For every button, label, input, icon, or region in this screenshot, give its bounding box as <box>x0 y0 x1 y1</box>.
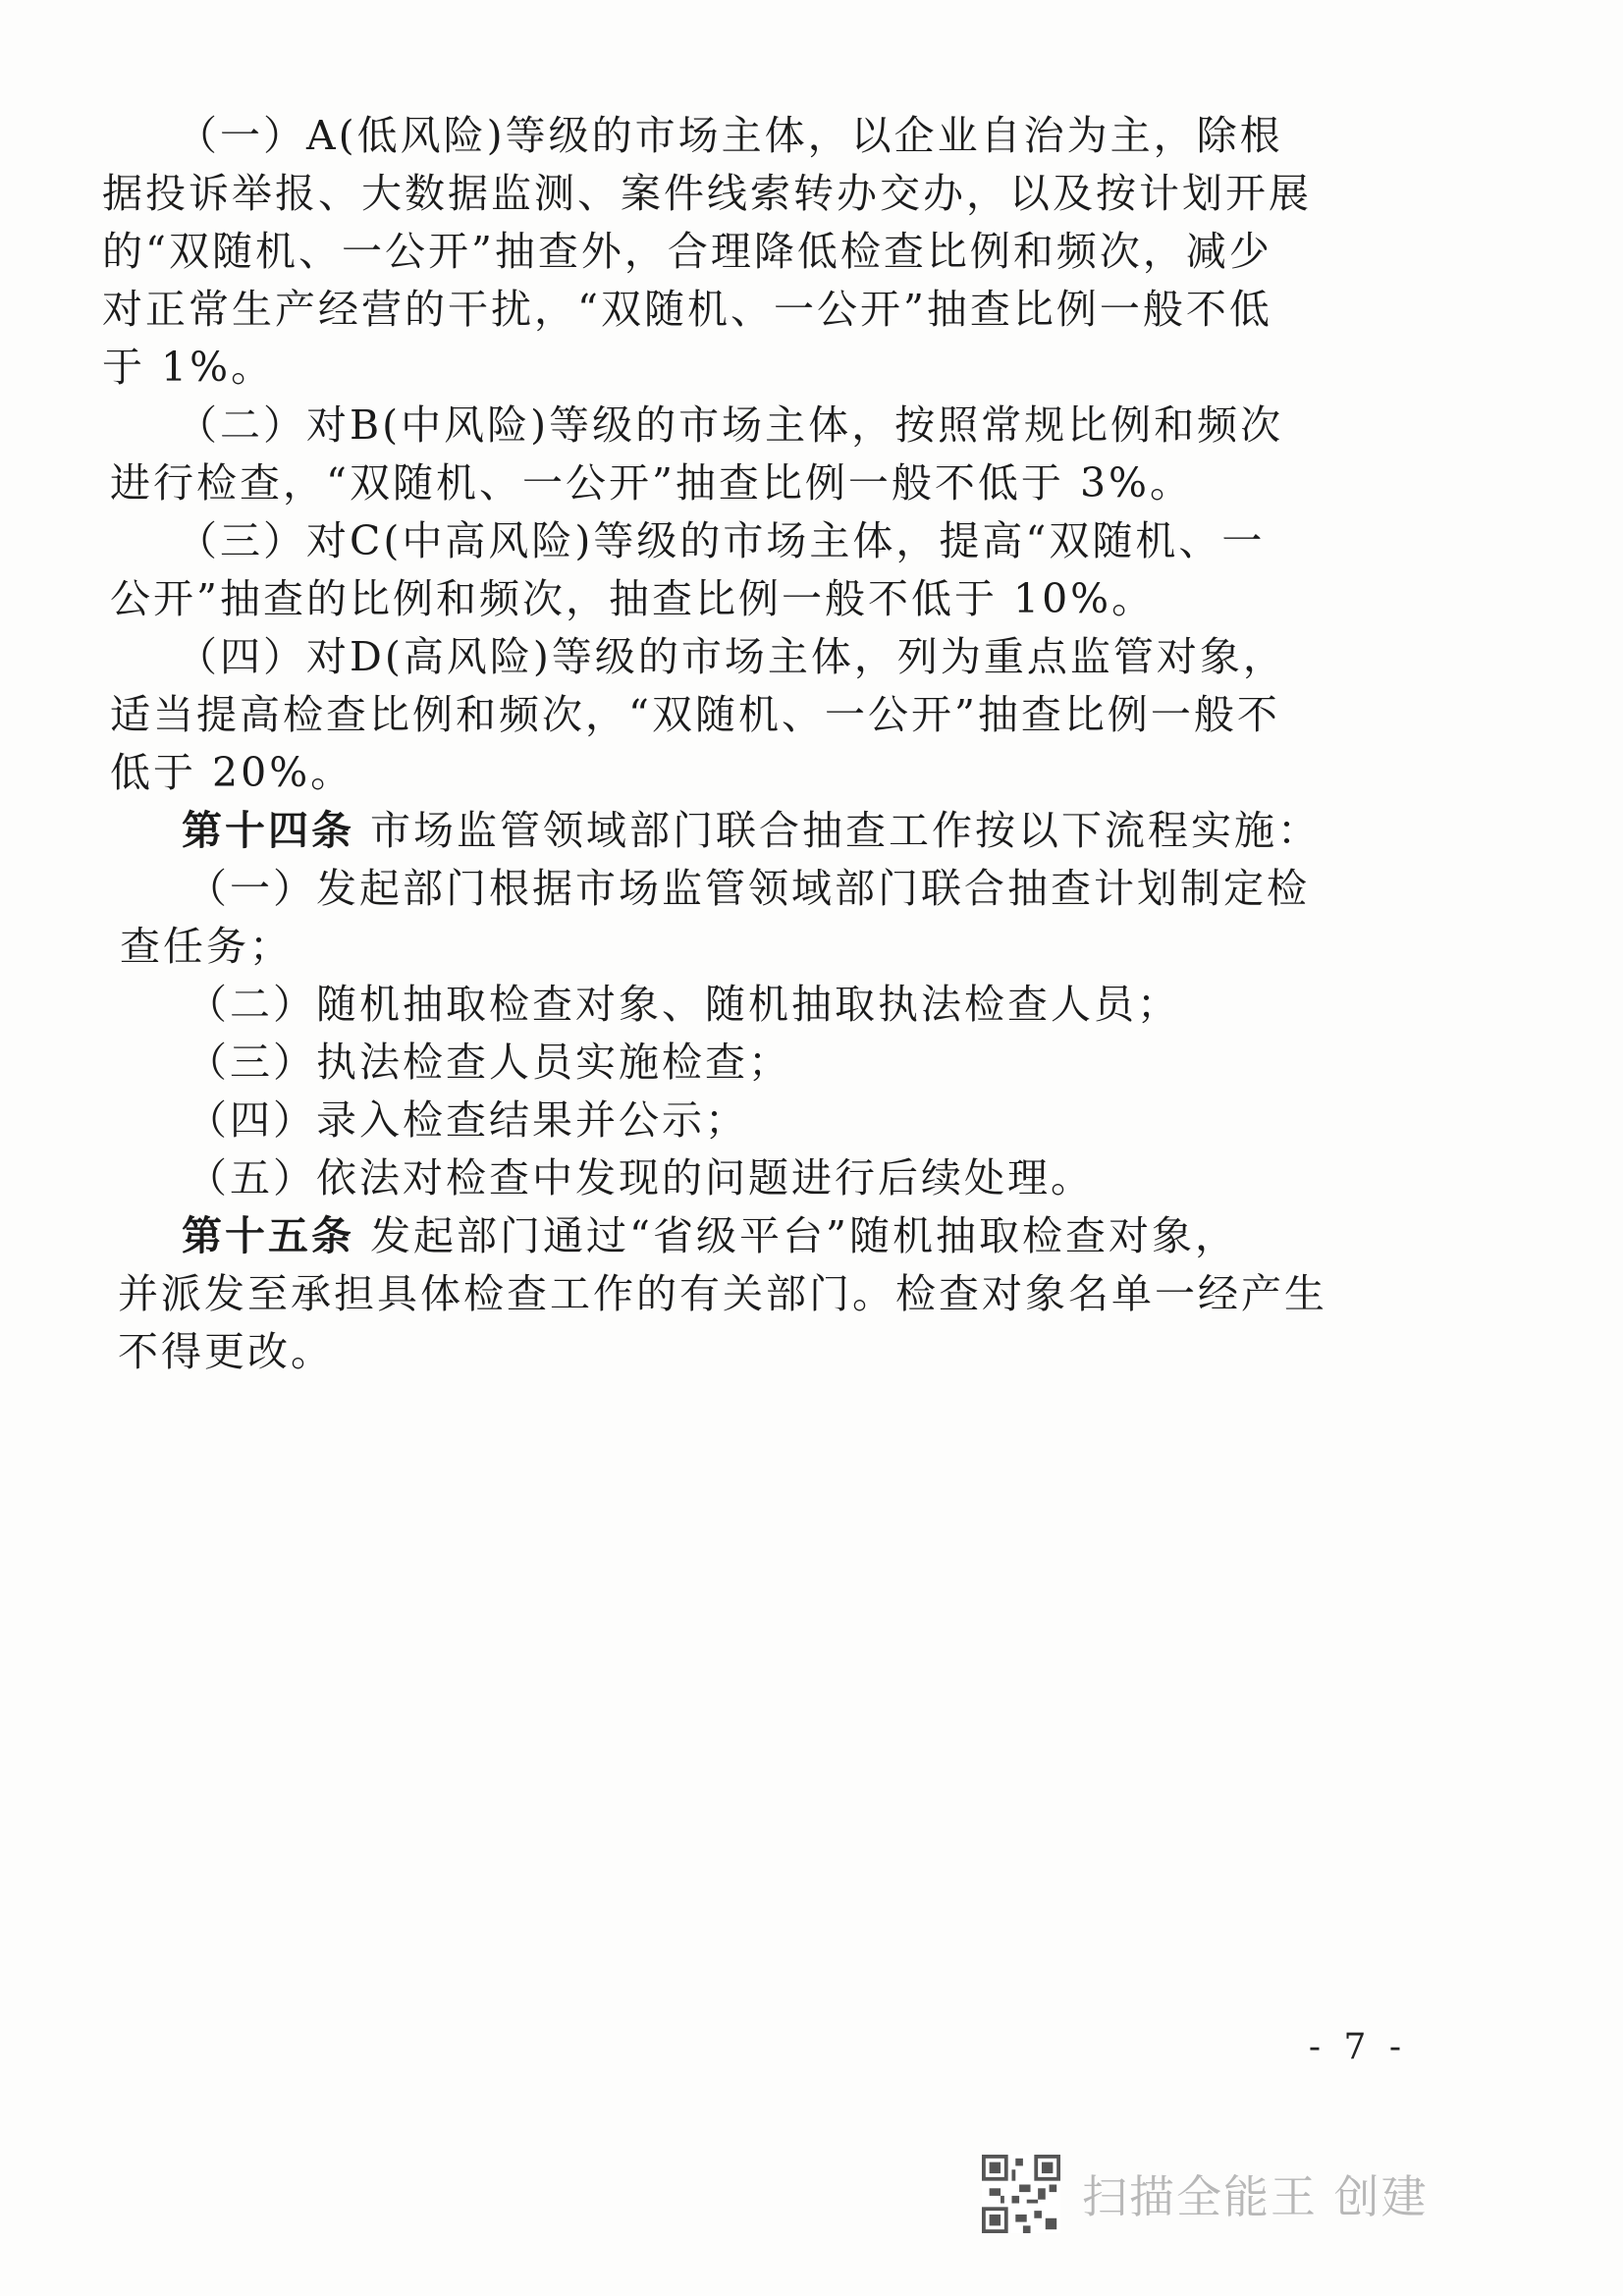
text-line-18: （四）录入检查结果并公示； <box>187 1096 748 1144</box>
text-line-10: （四）对D(高风险)等级的市场主体，列为重点监管对象， <box>177 633 1286 680</box>
article-15-line <box>182 1206 1238 1265</box>
page-number: - 7 - <box>1308 2027 1407 2067</box>
article-15-label: 第十五条 <box>182 1212 354 1259</box>
article-15-text: 发起部门通过“省级平台”随机抽取检查对象， <box>370 1212 1238 1259</box>
text-line-17: （三）执法检查人员实施检查； <box>187 1039 791 1086</box>
article-14-line <box>182 801 1321 860</box>
text-line-11: 适当提高检查比例和频次，“双随机、一公开”抽查比例一般不 <box>110 691 1280 738</box>
text-line-1: （一）A(低风险)等级的市场主体，以企业自治为主，除根 <box>177 112 1283 159</box>
text-line-14: （一）发起部门根据市场监管领域部门联合抽查计划制定检 <box>187 865 1310 912</box>
text-line-4: 对正常生产经营的干扰，“双随机、一公开”抽查比例一般不低 <box>102 286 1272 333</box>
text-line-3: 的“双随机、一公开”抽查外，合理降低检查比例和频次，减少 <box>102 228 1272 275</box>
text-line-19: （五）依法对检查中发现的问题进行后续处理。 <box>187 1154 1094 1201</box>
text-line-2: 据投诉举报、大数据监测、案件线索转办交办，以及按计划开展 <box>102 170 1312 217</box>
text-line-21: 并派发至承担具体检查工作的有关部门。检查对象名单一经产生 <box>118 1270 1327 1317</box>
text-line-5: 于 1%。 <box>102 344 275 391</box>
text-line-15: 查任务； <box>120 923 293 970</box>
article-14-text: 市场监管领域部门联合抽查工作按以下流程实施： <box>370 807 1322 854</box>
watermark-text: 扫描全能王 创建 <box>1082 2170 1429 2223</box>
text-line-12: 低于 20%。 <box>110 749 354 796</box>
article-14-label: 第十四条 <box>182 807 354 854</box>
text-line-8: （三）对C(中高风险)等级的市场主体，提高“双随机、一 <box>177 517 1266 564</box>
text-line-16: （二）随机抽取检查对象、随机抽取执法检查人员； <box>187 981 1180 1028</box>
text-line-6: （二）对B(中风险)等级的市场主体，按照常规比例和频次 <box>177 401 1284 449</box>
text-line-7: 进行检查，“双随机、一公开”抽查比例一般不低于 3%。 <box>110 459 1193 507</box>
text-line-22: 不得更改。 <box>118 1328 334 1375</box>
qr-code-icon <box>982 2155 1060 2233</box>
scanner-watermark <box>982 2150 1532 2238</box>
text-line-9: 公开”抽查的比例和频次，抽查比例一般不低于 10%。 <box>110 575 1156 622</box>
